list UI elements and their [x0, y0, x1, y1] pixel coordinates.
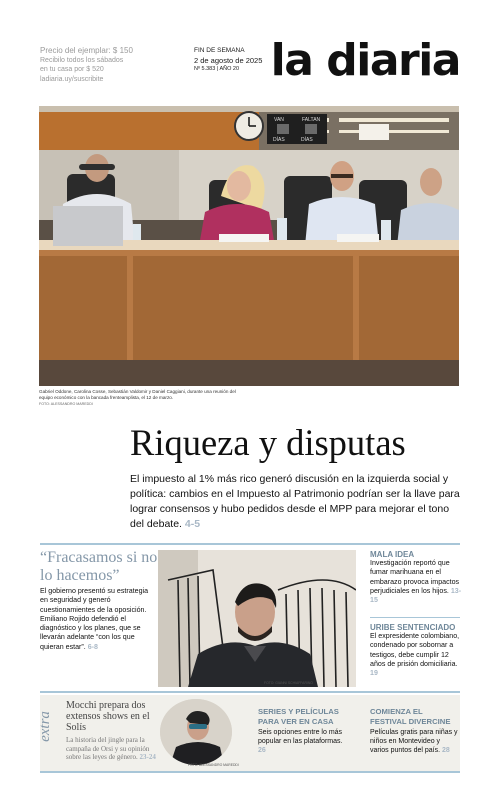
extra-summary-text: La historia del jingle para la campaña de Orsi y su opinión sobre las leyes de género. — [66, 736, 150, 762]
edition-label: FIN DE SEMANA — [194, 47, 245, 54]
extra-label: extra — [36, 711, 53, 742]
side-divider — [370, 617, 460, 618]
festival-text: Películas gratis para niñas y niños en Montevideo y varios puntos del país. — [370, 729, 458, 754]
quote-headline[interactable]: “Fracasamos si no lo hacemos” — [40, 549, 158, 584]
counter-label-right: FALTAN — [302, 117, 321, 123]
side-story-2-page-ref: 19 — [370, 669, 378, 678]
counter-unit-right: DÍAS — [301, 137, 313, 143]
quote-page-ref: 6-8 — [87, 642, 98, 651]
lead-summary-text: El impuesto al 1% más rico generó discusión en la izquierda social y política: cambios en el Impuesto al Patrimonio podrían ser la llave para lograr consensos y hubo pedidos desde el MPP para mejorar el tono del debate. — [130, 473, 460, 530]
price-line: Precio del ejemplar: $ 150 — [40, 46, 133, 55]
lead-photo — [39, 106, 459, 386]
lead-page-ref: 4-5 — [184, 518, 201, 530]
caption-text: Gabriel Oddone, Carolina Cosse, Sebastián Valdomir y Daniel Caggiani, durante una reunión del equipo económico con la bancada frenteamplista, el 12 de marzo. — [39, 389, 236, 400]
side-story-2-summary — [370, 632, 462, 678]
quote-story-summary — [40, 587, 156, 652]
portrait-illustration — [158, 550, 356, 687]
masthead-info — [40, 46, 190, 84]
side-story-2-title: URIBE SENTENCIADO — [370, 623, 456, 632]
lead-photo-caption — [39, 389, 239, 407]
extra-portrait — [160, 699, 232, 765]
meeting-photo-illustration — [39, 106, 459, 386]
side-story-2-text: El expresidente colombiano, condenado por sobornar a testigos, debe cumplir 12 años de prisión domiciliaria. — [370, 632, 460, 668]
extra-bottom-rule — [40, 771, 460, 773]
extra-top-rule — [40, 691, 460, 693]
lead-headline[interactable]: Riqueza y disputas — [130, 422, 406, 463]
extra-story-festival[interactable] — [370, 707, 460, 755]
counter-unit-left: DÍAS — [273, 137, 285, 143]
edition-date: 2 de agosto de 2025 — [194, 55, 263, 65]
series-summary — [258, 728, 350, 755]
festival-title: COMIENZA EL FESTIVAL DIVERCINE — [370, 707, 451, 726]
portrait-photo-credit: FOTO: GIANNI SCHIAFFARINO — [264, 681, 313, 685]
side-story-1-text: Investigación reportó que fumar marihuana en el embarazo provoca impactos perjudiciales en los hijos. — [370, 559, 460, 595]
series-page-ref: 26 — [258, 747, 266, 754]
series-title: SERIES Y PELÍCULAS PARA VER EN CASA — [258, 707, 339, 726]
subscription-link[interactable]: ladiaria.uy/suscribite — [40, 75, 104, 83]
lead-summary — [130, 472, 460, 532]
side-story-1-summary — [370, 559, 462, 605]
counter-label-left: VAN — [274, 117, 284, 123]
side-story-1[interactable] — [370, 550, 462, 605]
extra-portrait-illustration — [160, 699, 232, 765]
side-story-1-title: MALA IDEA — [370, 550, 415, 559]
series-text: Seis opciones entre lo más popular en las plataformas. — [258, 729, 343, 745]
newspaper-logo: la diaria — [270, 35, 460, 86]
section-divider — [40, 543, 460, 545]
side-story-2[interactable] — [370, 623, 462, 678]
edition-info — [194, 46, 262, 75]
side-story-1-page-ref: 13-15 — [370, 586, 462, 605]
festival-summary — [370, 728, 460, 755]
photo-credit: FOTO: ALESSANDRO MAREDDI — [39, 402, 93, 406]
extra-story-series[interactable] — [258, 707, 350, 755]
extra-story-main[interactable] — [66, 700, 158, 762]
portrait-photo — [158, 550, 356, 687]
extra-headline: Mocchi prepara dos extensos shows en el Solís — [66, 700, 150, 733]
extra-photo-credit: FOTO: ALESSANDRO MAREDDI — [188, 763, 239, 767]
quote-story-text: El gobierno presentó su estrategia en seguridad y generó cuestionamientes de la oposición. Emiliano Rojido defendió el diagnóstico y los planes, que se llevarán adelante “con los que quieran estar”. — [40, 587, 149, 651]
extra-page-ref: 23-24 — [139, 753, 156, 762]
issue-number: Nº 5.383 | AÑO 20 — [194, 66, 240, 72]
extra-summary — [66, 736, 158, 762]
subscription-line-1: Recibilo todos los sábados — [40, 56, 124, 64]
subscription-line-2: en tu casa por $ 520 — [40, 66, 104, 73]
festival-page-ref: 28 — [442, 747, 450, 754]
